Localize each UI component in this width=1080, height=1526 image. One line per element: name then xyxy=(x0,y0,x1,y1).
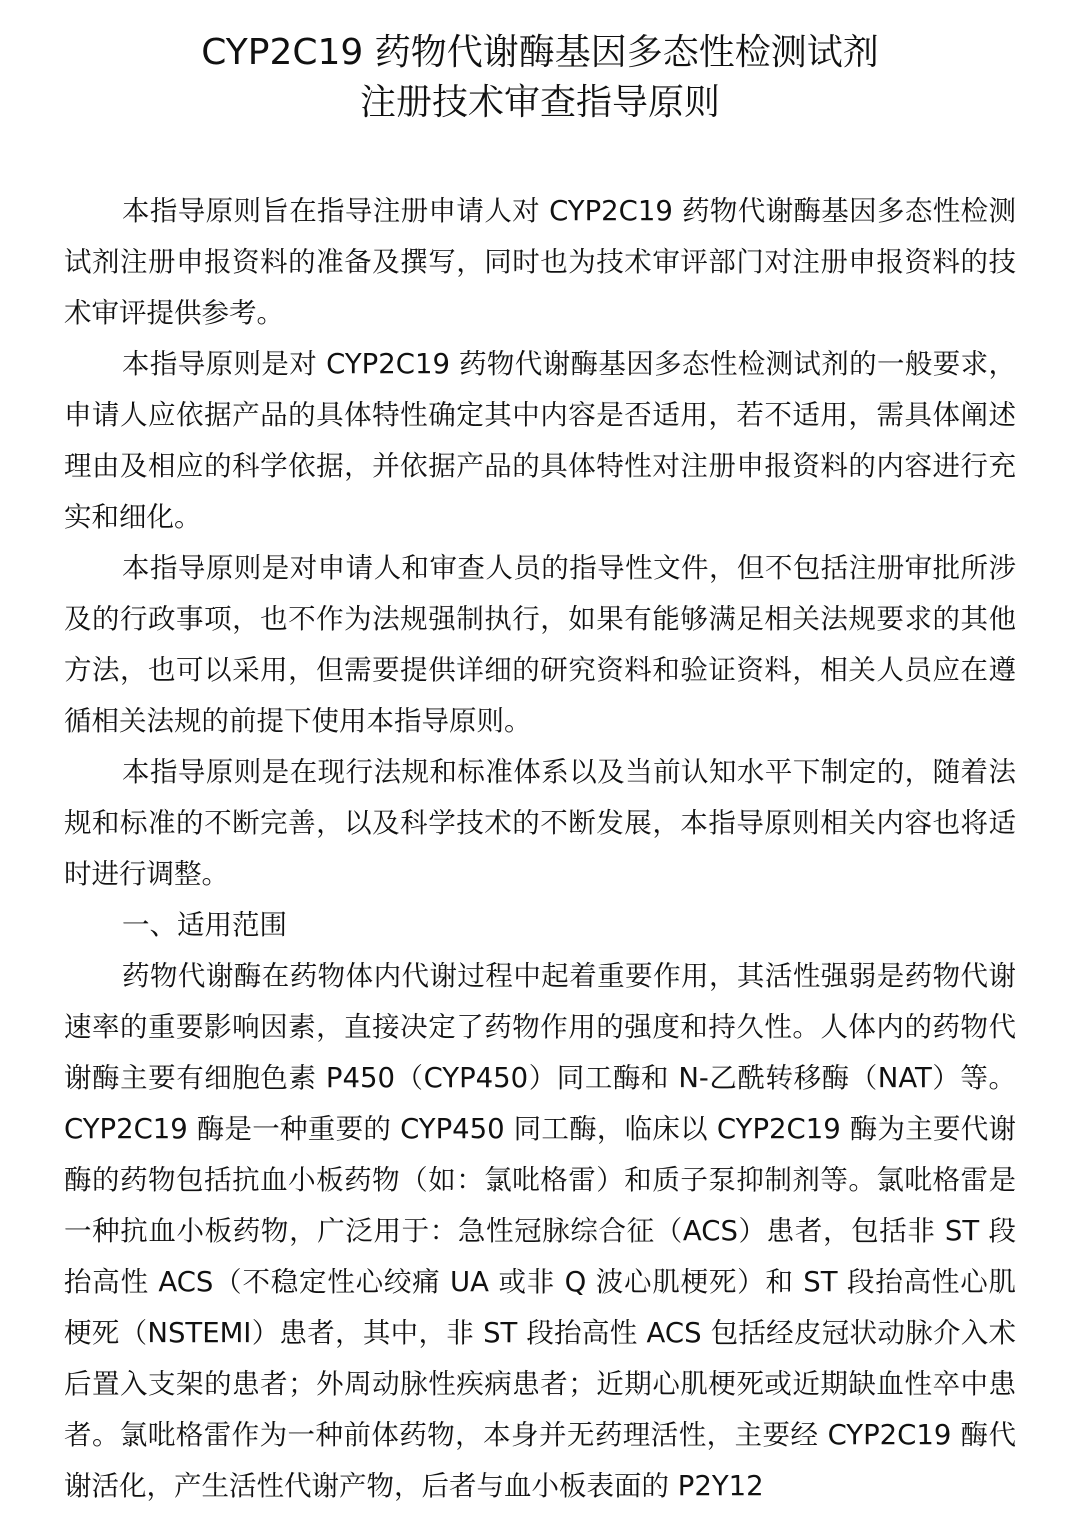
intro-paragraph-4: 本指导原则是在现行法规和标准体系以及当前认知水平下制定的，随着法规和标准的不断完善，以及科学技术的不断发展，本指导原则相关内容也将适时进行调整。 xyxy=(64,756,1016,890)
section-heading-scope: 一、适用范围 xyxy=(122,909,287,941)
intro-paragraph-1: 本指导原则旨在指导注册申请人对 CYP2C19 药物代谢酶基因多态性检测试剂注册申报资料的准备及撰写，同时也为技术审评部门对注册申报资料的技术审评提供参考。 xyxy=(64,195,1016,329)
intro-paragraph-2: 本指导原则是对 CYP2C19 药物代谢酶基因多态性检测试剂的一般要求，申请人应依据产品的具体特性确定其中内容是否适用，若不适用，需具体阐述理由及相应的科学依据，并依据产品的具体特性对注册申报资料的内容进行充实和细化。 xyxy=(64,348,1016,533)
document-title xyxy=(60,28,1020,128)
scope-paragraph: 药物代谢酶在药物体内代谢过程中起着重要作用，其活性强弱是药物代谢速率的重要影响因素，直接决定了药物作用的强度和持久性。人体内的药物代谢酶主要有细胞色素 P450（CYP450）同工酶和 N-乙酰转移酶（NAT）等。CYP2C19 酶是一种重要的 CYP450 同工酶，临床以 CYP2C19 酶为主要代谢酶的药物包括抗血小板药物（如：氯吡格雷）和质子泵抑制剂等。氯吡格雷是一种抗血小板药物，广泛用于：急性冠脉综合征（ACS）患者，包括非 ST 段抬高性 ACS（不稳定性心绞痛 UA 或非 Q 波心肌梗死）和 ST 段抬高性心肌梗死（NSTEMI）患者，其中，非 ST 段抬高性 ACS 包括经皮冠状动脉介入术后置入支架的患者；外周动脉性疾病患者；近期心肌梗死或近期缺血性卒中患者。氯吡格雷作为一种前体药物，本身并无药理活性，主要经 CYP2C19 酶代谢活化，产生活性代谢产物，后者与血小板表面的 P2Y12 xyxy=(64,960,1016,1502)
title-line-1: CYP2C19 药物代谢酶基因多态性检测试剂 xyxy=(201,32,879,73)
intro-paragraph-3: 本指导原则是对申请人和审查人员的指导性文件，但不包括注册审批所涉及的行政事项，也不作为法规强制执行，如果有能够满足相关法规要求的其他方法，也可以采用，但需要提供详细的研究资料和验证资料，相关人员应在遵循相关法规的前提下使用本指导原则。 xyxy=(64,552,1016,737)
document-body xyxy=(64,186,1016,1512)
title-line-2: 注册技术审查指导原则 xyxy=(359,82,720,123)
